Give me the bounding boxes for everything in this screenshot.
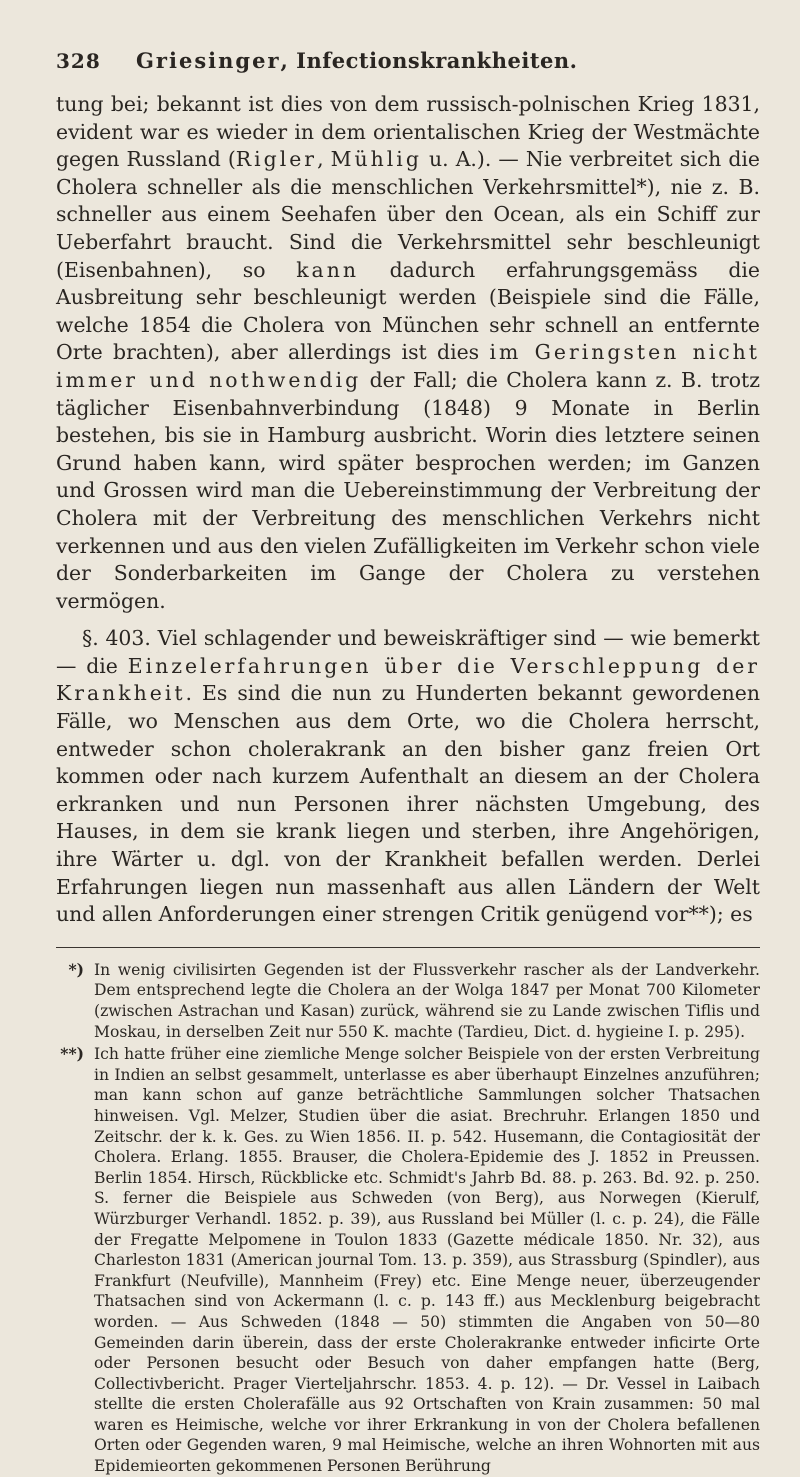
footnote-mark: **) [60,1044,84,1064]
text-run: . Es sind die nun zu Hunderten bekannt gewordenen Fälle, wo Menschen aus dem Orte, wo die Cholera herrscht, entweder schon cholerakrank an den bisher ganz freien Ort kommen oder nach kurzem Aufenthalt an diesem an der Cholera erkranken und nun Personen ihrer nächsten Umgebung, des Hauses, in dem sie krank liegen und sterben, ihre Angehörigen, ihre Wärter u. dgl. von der Krankheit befallen werden. Derlei Erfahrungen liegen nun massenhaft aus allen Ländern der Welt und allen Anforderungen einer strengen Critik genügend vor**); es [56,681,760,927]
text-run: dadurch erfahrungsgemäss die Ausbreitung sehr beschleunigt werden (Beispiele sind die Fälle, welche 1854 die Cholera von München sehr schnell an entfernte Orte brachten), aber allerdings ist dies [56,257,760,365]
running-header [56,48,760,73]
text-run: u. A.). — Nie verbreitet sich die Cholera schneller als die menschlichen Verkehrsmittel*), nie z. B. schneller aus einem Seehafen über den Ocean, als ein Schiff zur Ueberfahrt braucht. Sind die Verkehrsmittel sehr beschleunigt (Eisenbahnen), so [56,147,760,282]
author-name: Mühlig [330,147,422,172]
main-text [56,91,760,929]
page-number: 328 [56,49,101,73]
text-run: der Fall; die Cholera kann z. B. trotz täglicher Eisenbahnverbindung (1848) 9 Monate in Berlin bestehen, bis sie in Hamburg ausbricht. Worin dies letztere seinen Grund haben kann, wird später besprochen werden; im Ganzen und Grossen wird man die Uebereinstimmung der Verbreitung der Cholera mit der Verbreitung des menschlichen Verkehrs nicht verkennen und aus den vielen Zufälligkeiten im Verkehr schon viele der Sonderbarkeiten im Gange der Cholera zu verstehen vermögen. [56,367,760,613]
footnote-text: In wenig civilisirten Gegenden ist der Flussverkehr rascher als der Landverkehr. Dem entsprechend legte die Cholera an der Wolga 1847 per Monat 700 Kilometer (zwischen Astrachan und Kasan) zurück, während sie zu Lande zwischen Tiflis und Moskau, in derselben Zeit nur 550 K. machte (Tardieu, Dict. d. hygieine I. p. 295). [94,960,760,1041]
emphasis: Einzelerfahrungen über die Verschleppung der Krankheit [56,653,761,706]
footnote [56,1044,760,1476]
footnotes [56,960,760,1477]
footnote-text: Ich hatte früher eine ziemliche Menge solcher Beispiele von der ersten Verbreitung in Indien an selbst gesammelt, unterlasse es aber überhaupt Einzelnes anzuführen; man kann schon auf ganze beträchtliche Sammlungen solcher Thatsachen hinweisen. Vgl. Melzer, Studien über die asiat. Brechruhr. Erlangen 1850 und Zeitschr. der k. k. Ges. zu Wien 1856. II. p. 542. Husemann, die Contagiosität der Cholera. Erlang. 1855. Brauser, die Cholera-Epidemie des J. 1852 in Preussen. Berlin 1854. Hirsch, Rückblicke etc. Schmidt's Jahrb Bd. 88. p. 263. Bd. 92. p. 250. S. ferner die Beispiele aus Schweden (von Berg), aus Norwegen (Kierulf, Würzburger Verhandl. 1852. p. 39), aus Russland bei Müller (l. c. p. 24), die Fälle der Fregatte Melpomene in Toulon 1833 (Gazette médicale 1850. Nr. 32), aus Charleston 1831 (American journal Tom. 13. p. 359), aus Strassburg (Spindler), aus Frankfurt (Neufville), Mannheim (Frey) etc. Eine Menge neuer, überzeugender Thatsachen sind von Ackermann (l. c. p. 143 ff.) aus Mecklenburg beigebracht worden. — Aus Schweden (1848 — 50) stimmten die Angaben von 50—80 Gemeinden darin überein, dass der erste Cholerakranke entweder inficirte Orte oder Personen besucht oder Besuch von daher empfangen hatte (Berg, Collectivbericht. Prager Vierteljahrschr. 1853. 4. p. 12). — Dr. Vessel in Laibach stellte die ersten Cholerafälle aus 92 Ortschaften von Krain zusammen: 50 mal waren es Heimische, welche vor ihrer Erkrankung in von der Cholera befallenen Orten oder Gegenden waren, 9 mal Heimische, welche an ihren Wohnorten mit aus Epidemieorten gekommenen Personen Berührung [94,1045,760,1476]
running-author: Griesinger [136,48,281,73]
emphasis: im Geringsten nicht immer und nothwendig [56,340,760,392]
footnote-mark: *) [68,959,84,979]
emphasis: kann [296,257,359,282]
text-run: §. 403. Viel schlagender und beweiskräftiger sind — wie bemerkt — die [56,626,760,678]
running-title [136,48,577,73]
running-subject: , Infectionskrankheiten. [280,48,578,73]
footnote [56,960,760,1042]
text-run: tung bei; bekannt ist dies von dem russisch-polnischen Krieg 1831, evident war es wieder in dem orientalischen Krieg der Westmächte gegen Russland ( [56,92,760,172]
text-run: , [317,147,331,172]
body-paragraph-2 [56,625,760,929]
body-paragraph-1 [56,91,760,615]
author-name: Rigler [235,147,318,172]
footnote-divider [56,947,760,948]
